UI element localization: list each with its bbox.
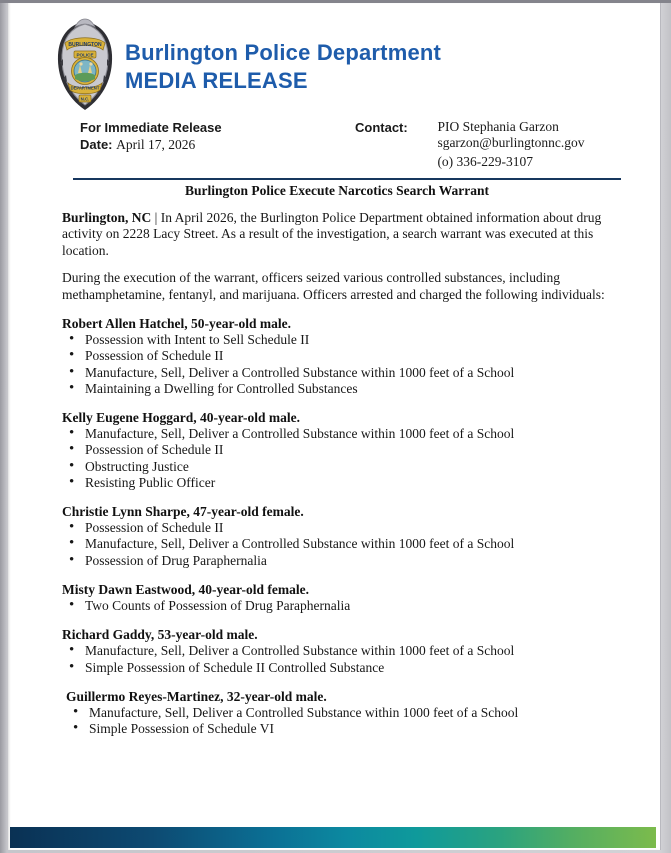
- badge-police-label: POLICE: [76, 52, 94, 58]
- charge-item: • Two Counts of Possession of Drug Paraphernalia: [62, 598, 612, 614]
- date-value: April 17, 2026: [116, 137, 196, 152]
- letterhead: [54, 15, 660, 112]
- individual-section: [62, 410, 612, 491]
- individual-section: [62, 504, 612, 569]
- individual-name: Kelly Eugene Hoggard, 40-year-old male.: [62, 410, 300, 426]
- date-label: Date:: [80, 137, 113, 152]
- charge-list: [62, 598, 612, 614]
- charge-item: • Possession of Schedule II: [62, 348, 612, 364]
- contact-email: sgarzon@burlingtonnc.gov: [437, 135, 585, 150]
- badge-arc-bottom-label: DEPARTMENT: [70, 85, 100, 91]
- charge-list: [66, 705, 612, 737]
- charge-list: [62, 520, 612, 569]
- individual-section: [62, 627, 612, 676]
- footer-gradient-bar: [10, 827, 656, 848]
- doc-type-title: MEDIA RELEASE: [125, 67, 308, 93]
- charge-item: • Possession with Intent to Sell Schedule II: [62, 332, 612, 348]
- intro-paragraph-text: | In April 2026, the Burlington Police Department obtained information about drug activity on 2228 Lacy Street. As a result of the investigation, a search warrant was executed at this location.: [62, 210, 602, 258]
- individual-name: Richard Gaddy, 53-year-old male.: [62, 627, 258, 643]
- individual-section: [62, 316, 612, 397]
- contact-label: Contact:: [355, 120, 408, 135]
- charge-item: • Resisting Public Officer: [62, 475, 612, 491]
- charge-item: • Simple Possession of Schedule II Controlled Substance: [62, 660, 612, 676]
- dateline: Burlington, NC: [62, 210, 152, 225]
- individual-name: Guillermo Reyes-Martinez, 32-year-old male.: [66, 688, 327, 704]
- charge-item: • Possession of Drug Paraphernalia: [62, 553, 612, 569]
- individual-name: Misty Dawn Eastwood, 40-year-old female.: [62, 581, 309, 597]
- charge-item: • Manufacture, Sell, Deliver a Controlled Substance within 1000 feet of a School: [62, 426, 612, 442]
- badge-state-label: N.C.: [80, 96, 90, 102]
- badge-arc-top-label: BURLINGTON: [68, 42, 102, 48]
- individual-section: [62, 689, 612, 738]
- contact-phone: (o) 336-229-3107: [437, 154, 534, 169]
- seizure-paragraph: During the execution of the warrant, officers seized various controlled substances, including methamphetamine, fentanyl, and marijuana. Officers arrested and charged the following individuals:: [62, 270, 605, 302]
- police-badge-logo: [54, 15, 116, 112]
- release-meta: [62, 119, 612, 170]
- release-status: For Immediate Release: [80, 120, 222, 135]
- individual-section: [62, 582, 612, 614]
- header-divider: [73, 178, 621, 180]
- charge-item: • Manufacture, Sell, Deliver a Controlled Substance within 1000 feet of a School: [66, 705, 612, 721]
- charge-item: • Possession of Schedule II: [62, 442, 612, 458]
- charge-item: • Obstructing Justice: [62, 459, 612, 475]
- contact-name: PIO Stephania Garzon: [437, 119, 559, 134]
- charge-item: • Manufacture, Sell, Deliver a Controlled Substance within 1000 feet of a School: [62, 365, 612, 381]
- release-date-row: [80, 136, 337, 153]
- individual-name: Robert Allen Hatchel, 50-year-old male.: [62, 316, 291, 332]
- document-page: [8, 3, 661, 850]
- individuals-list: [62, 316, 612, 737]
- individual-name: Christie Lynn Sharpe, 47-year-old female.: [62, 504, 304, 520]
- charge-list: [62, 643, 612, 675]
- headline: Burlington Police Execute Narcotics Search Warrant: [184, 183, 490, 198]
- charge-list: [62, 426, 612, 491]
- charge-item: • Maintaining a Dwelling for Controlled Substances: [62, 381, 612, 397]
- charge-list: [62, 332, 612, 397]
- charge-item: • Manufacture, Sell, Deliver a Controlled Substance within 1000 feet of a School: [62, 643, 612, 659]
- charge-item: • Manufacture, Sell, Deliver a Controlled Substance within 1000 feet of a School: [62, 536, 612, 552]
- charge-item: • Simple Possession of Schedule VI: [66, 721, 612, 737]
- org-name: Burlington Police Department: [125, 39, 442, 65]
- intro-paragraph: [62, 210, 612, 259]
- charge-item: • Possession of Schedule II: [62, 520, 612, 536]
